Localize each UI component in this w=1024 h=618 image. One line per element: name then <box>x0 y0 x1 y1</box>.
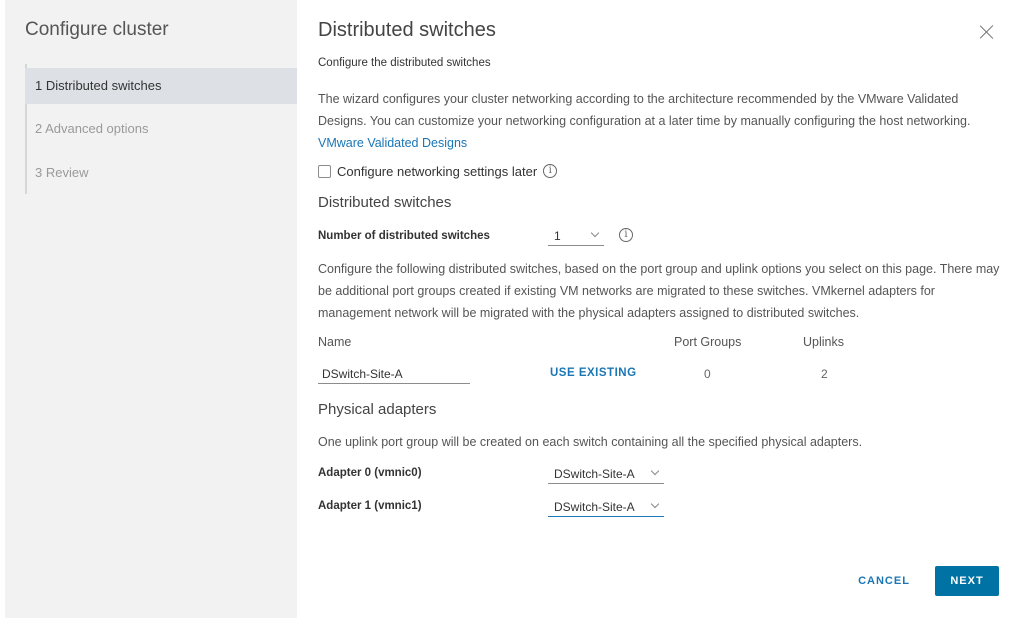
vvd-link[interactable]: VMware Validated Designs <box>318 136 468 150</box>
adapter-0-select[interactable] <box>548 464 664 484</box>
wizard-main <box>297 0 1024 618</box>
step-advanced-options[interactable]: 2 Advanced options <box>35 121 149 136</box>
use-existing-button[interactable]: USE EXISTING <box>550 367 637 379</box>
chevron-down-icon <box>591 229 599 237</box>
column-header-uplinks: Uplinks <box>803 335 844 349</box>
adapters-heading: Physical adapters <box>318 401 437 418</box>
intro-text: The wizard configures your cluster networking according to the architecture recommended by the VMware Validated Designs. You can customize your networking configuration at a later time by manually configuring the host networking. <box>318 92 971 128</box>
adapter-1-select[interactable] <box>548 497 664 517</box>
switch-count-select[interactable] <box>548 226 604 246</box>
port-groups-value: 0 <box>704 367 711 381</box>
adapter-1-value: DSwitch-Site-A <box>554 499 635 514</box>
configure-later-checkbox[interactable] <box>318 165 331 178</box>
close-icon[interactable] <box>979 24 995 40</box>
wizard-sidebar <box>5 0 297 618</box>
step-review[interactable]: 3 Review <box>35 165 89 180</box>
switch-name-input[interactable]: DSwitch-Site-A <box>318 364 470 384</box>
configure-later-row <box>318 162 557 180</box>
chevron-down-icon <box>651 500 659 508</box>
configure-later-label: Configure networking settings later <box>337 163 538 179</box>
column-header-name: Name <box>318 335 352 349</box>
info-icon[interactable]: i <box>619 228 633 242</box>
info-icon[interactable]: i <box>543 164 557 178</box>
next-button[interactable]: NEXT <box>935 566 999 596</box>
page-subtitle: Configure the distributed switches <box>318 57 491 69</box>
page-title: Distributed switches <box>318 19 496 41</box>
wizard-steps <box>25 64 297 194</box>
intro-paragraph <box>318 88 1008 154</box>
switches-description: Configure the following distributed switches, based on the port group and uplink options you select on this page. There may be additional port groups created if existing VM networks are migrated to these switches. VMkernel adapters for management network will be migrated with the physical adapters assigned to distributed switches. <box>318 262 1000 320</box>
adapter-0-value: DSwitch-Site-A <box>554 466 635 481</box>
switches-heading: Distributed switches <box>318 194 452 211</box>
column-header-port-groups: Port Groups <box>674 335 742 349</box>
switch-count-value: 1 <box>554 228 561 243</box>
sidebar-title: Configure cluster <box>25 19 169 40</box>
switch-count-label: Number of distributed switches <box>318 230 490 242</box>
adapter-1-label: Adapter 1 (vmnic1) <box>318 500 422 512</box>
adapter-0-label: Adapter 0 (vmnic0) <box>318 467 422 479</box>
cancel-button[interactable]: CANCEL <box>858 575 910 587</box>
chevron-down-icon <box>651 467 659 475</box>
uplinks-value: 2 <box>821 367 828 381</box>
adapters-description: One uplink port group will be created on each switch containing all the specified physical adapters. <box>318 435 863 449</box>
step-distributed-switches[interactable]: 1 Distributed switches <box>25 68 297 104</box>
